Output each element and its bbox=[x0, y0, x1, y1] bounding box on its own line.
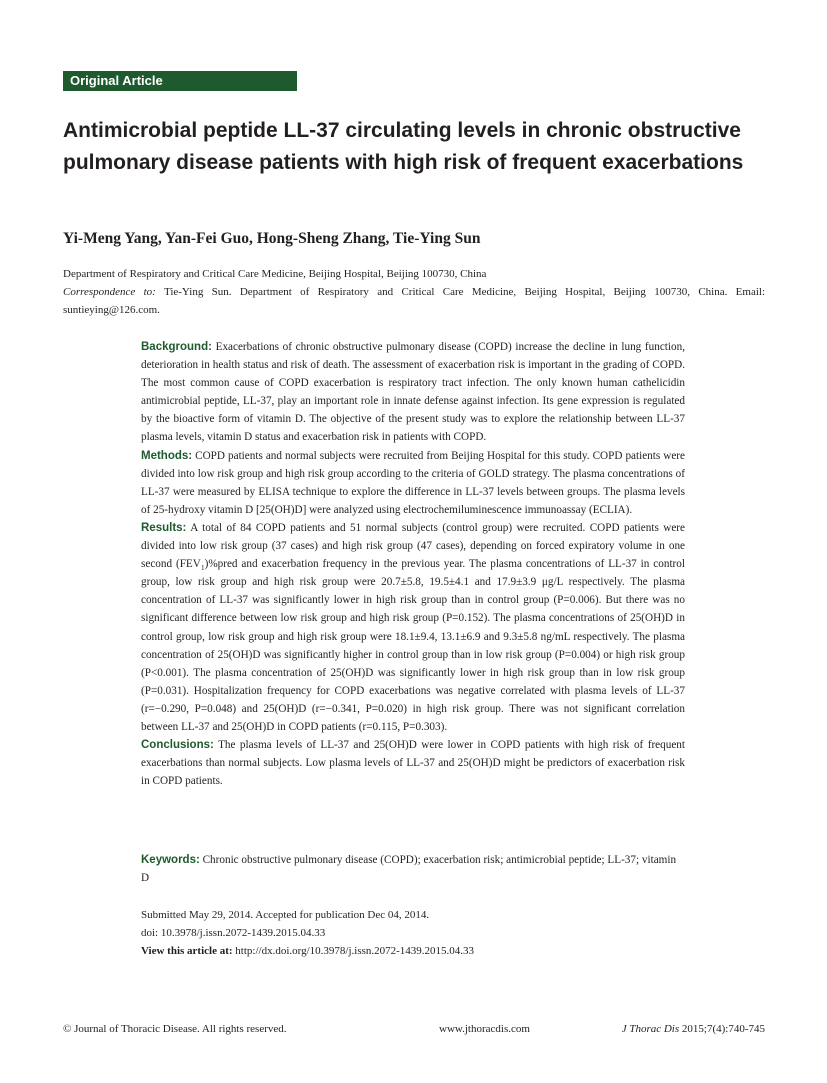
abstract-methods bbox=[141, 447, 685, 519]
footer-copyright: © Journal of Thoracic Disease. All rights reserved. bbox=[63, 1023, 287, 1035]
background-text: Exacerbations of chronic obstructive pulmonary disease (COPD) increase the decline in lung function, deterioration in health status and risk of death. The assessment of exacerbation risk is important in the grading of COPD. The most common cause of COPD exacerbation is respiratory tract infection. The only known human cathelicidin antimicrobial peptide, LL-37, play an important role in innate defense against infection. Its gene expression is regulated by the bioactive form of vitamin D. The objective of the present study was to explore the relationship between LL-37 plasma levels, vitamin D status and exacerbation risk in patients with COPD. bbox=[141, 341, 686, 444]
affiliation-block bbox=[63, 265, 765, 319]
abstract-background bbox=[141, 338, 685, 447]
abstract-conclusions bbox=[141, 736, 685, 790]
article-title: Antimicrobial peptide LL-37 circulating levels in chronic obstructive pulmonary disease patients with high risk of frequent exacerbations bbox=[63, 119, 744, 174]
page-footer bbox=[63, 1020, 765, 1038]
footer-journal: J Thorac Dis bbox=[621, 1023, 680, 1035]
footer-volume: 2015;7(4):740-745 bbox=[681, 1023, 765, 1035]
footer-website[interactable]: www.jthoracdis.com bbox=[439, 1023, 530, 1035]
correspondence bbox=[63, 283, 765, 319]
doi: doi: 10.3978/j.issn.2072-1439.2015.04.33 bbox=[141, 927, 326, 939]
methods-label: Methods: bbox=[141, 449, 193, 462]
results-label: Results: bbox=[141, 521, 187, 534]
conclusions-label: Conclusions: bbox=[141, 739, 214, 752]
correspondence-text: Tie-Ying Sun. Department of Respiratory and Critical Care Medicine, Beijing Hospital, Beijing 100730, China. Email: suntieying@126.com. bbox=[63, 286, 765, 316]
abstract bbox=[141, 338, 685, 790]
author-list: Yi-Meng Yang, Yan-Fei Guo, Hong-Sheng Zhang, Tie-Ying Sun bbox=[63, 230, 481, 247]
results-text-b: )%pred and exacerbation frequency in the previous year. The plasma concentrations of LL-37 in control group, low risk group and high risk group were 20.7±5.8, 19.5±4.1 and 17.9±3.9 μg/L respectively. The plasma concentration of LL-37 was significantly lower in high risk group than in control group (P=0.006). But there was no significant difference between low risk group and high risk group (P=0.152). The plasma concentrations of 25(OH)D in control group, low risk group and high risk group were 18.1±9.4, 13.1±6.9 and 9.3±5.8 ng/mL respectively. The plasma concentration of 25(OH)D was significantly higher in control group than in low risk group (P=0.004) or high risk group (P<0.001). The plasma concentration of 25(OH)D was significantly lower in high risk group than in low risk group (P=0.031). Hospitalization frequency for COPD exacerbations was negative correlated with plasma levels of LL-37 (r=−0.290, P=0.048) and 25(OH)D (r=−0.341, P=0.020) in high risk group. There was not significant correlation between LL-37 and 25(OH)D in COPD patients (r=0.115, P=0.303). bbox=[141, 558, 685, 733]
background-label: Background: bbox=[141, 341, 212, 353]
view-article bbox=[141, 942, 701, 960]
abstract-results bbox=[141, 519, 685, 736]
methods-text: COPD patients and normal subjects were recruited from Beijing Hospital for this study. COPD patients were divided into low risk group and high risk group according to the criteria of GOLD strategy. The plasma concentrations of LL-37 were measured by ELISA technique to explore the difference in LL-37 levels between groups. The plasma levels of 25-hydroxy vitamin D [25(OH)D] were analyzed using electrochemiluminescence immunoassay (ECLIA). bbox=[141, 449, 685, 516]
results-subscript: 1 bbox=[200, 563, 205, 573]
keywords-text: Chronic obstructive pulmonary disease (COPD); exacerbation risk; antimicrobial peptide; LL-37; vitamin D bbox=[141, 854, 677, 885]
article-meta bbox=[141, 906, 701, 960]
view-article-label: View this article at: bbox=[141, 945, 233, 957]
results-text-a: A total of 84 COPD patients and 51 normal subjects (control group) were recruited. COPD patients were divided into low risk group (37 cases) and high risk group (47 cases), depending on forced expiratory volume in one second (FEV bbox=[141, 521, 685, 571]
conclusions-text: The plasma levels of LL-37 and 25(OH)D were lower in COPD patients with high risk of frequent exacerbations than normal subjects. Low plasma levels of LL-37 and 25(OH)D might be predictors of exacerbation risk in COPD patients. bbox=[141, 739, 685, 788]
keywords-label: Keywords: bbox=[141, 854, 200, 866]
footer-citation bbox=[622, 1020, 765, 1038]
correspondence-label: Correspondence to: bbox=[63, 286, 156, 298]
article-type-badge: Original Article bbox=[63, 71, 297, 91]
keywords bbox=[141, 851, 685, 887]
affiliation: Department of Respiratory and Critical Care Medicine, Beijing Hospital, Beijing 100730, China bbox=[63, 268, 487, 280]
view-article-link[interactable]: http://dx.doi.org/10.3978/j.issn.2072-1439.2015.04.33 bbox=[235, 945, 475, 957]
submission-dates: Submitted May 29, 2014. Accepted for publication Dec 04, 2014. bbox=[141, 909, 430, 921]
